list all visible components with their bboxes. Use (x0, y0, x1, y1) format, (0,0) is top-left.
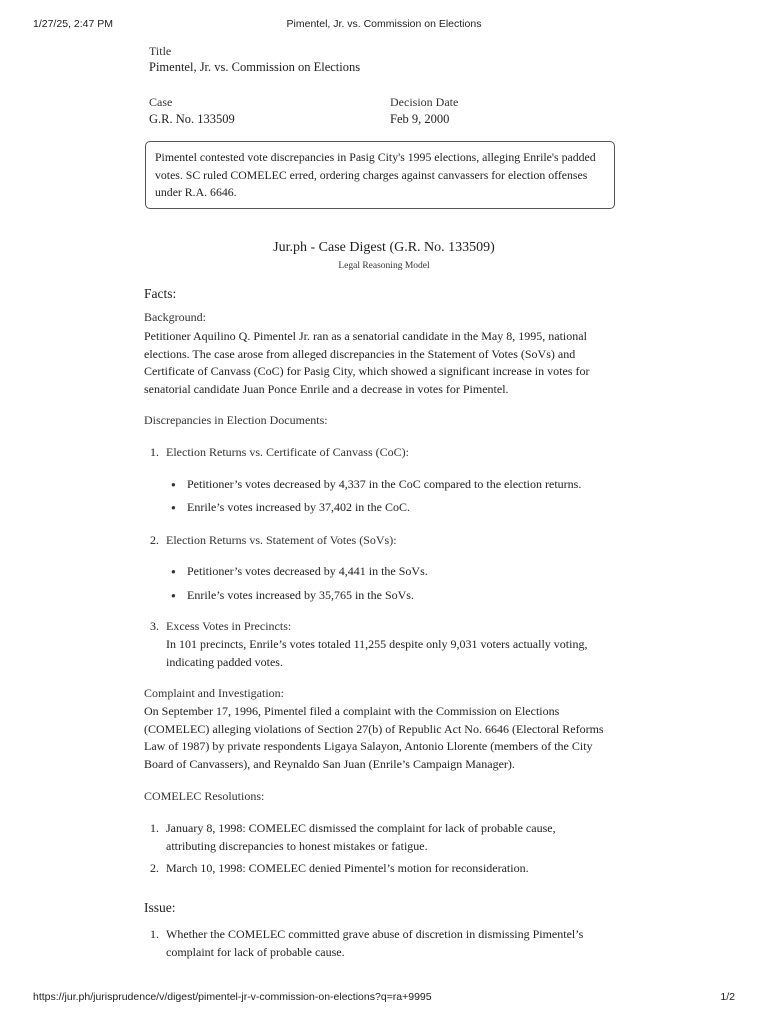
background-text: Petitioner Aquilino Q. Pimentel Jr. ran as a senatorial candidate in the May 8, 1995, national elections. The case arose from alleged discrepancies in the Statement of Votes (SoVs) and Certificate of Canvass (CoC) for Pasig City, which showed a significant increase in votes for senatorial candidate Juan Ponce Enrile and a decrease in votes for Pimentel. (144, 329, 590, 396)
bullet-icon: ● (171, 503, 176, 512)
bullet-icon: ● (171, 591, 176, 600)
complaint-text: On September 17, 1996, Pimentel filed a complaint with the Commission on Elections (COMELEC) alleging violations of Section 27(b) of Republic Act No. 6646 (Electoral Reforms Law of 1987) by private respondents Ligaya Salayon, Antonio Llorente (members of the City Board of Canvassers), and Reynaldo San Juan (Enrile’s Campaign Manager). (144, 704, 604, 771)
print-page-title: Pimentel, Jr. vs. Commission on Elections (286, 18, 482, 30)
facts-heading: Facts: (144, 286, 177, 301)
print-timestamp: 1/27/25, 2:47 PM (33, 18, 113, 30)
bullet-item (171, 587, 611, 605)
issue-heading: Issue: (144, 900, 176, 915)
bullet-text: Enrile’s votes increased by 35,765 in the SoVs. (187, 588, 414, 602)
list-item (150, 618, 610, 636)
list-item-title: Election Returns vs. Certificate of Canvass (CoC): (166, 445, 409, 459)
list-item (150, 860, 610, 878)
bullet-icon: ● (171, 567, 176, 576)
resolutions-label: COMELEC Resolutions: (144, 789, 265, 803)
bullet-text: Enrile’s votes increased by 37,402 in the CoC. (187, 500, 410, 514)
digest-title: Jur.ph - Case Digest (G.R. No. 133509) (273, 240, 495, 255)
list-item-title: Election Returns vs. Statement of Votes (SoVs): (166, 533, 397, 547)
discrepancies-label: Discrepancies in Election Documents: (144, 413, 328, 427)
decision-date-label: Decision Date (390, 95, 459, 109)
list-item (150, 444, 610, 462)
case-value: G.R. No. 133509 (149, 112, 235, 126)
case-summary-box: Pimentel contested vote discrepancies in Pasig City's 1995 elections, alleging Enrile's padded votes. SC ruled COMELEC erred, ordering charges against canvassers for election offenses under R.A. 6646. (145, 141, 615, 209)
title-label: Title (149, 44, 172, 58)
print-page-number: 1/2 (720, 991, 735, 1003)
complaint-label: Complaint and Investigation: (144, 686, 284, 700)
digest-subtitle: Legal Reasoning Model (338, 261, 430, 271)
list-number: 3. (150, 619, 159, 633)
title-value: Pimentel, Jr. vs. Commission on Elections (149, 60, 361, 74)
list-item (150, 532, 610, 550)
bullet-item (171, 476, 611, 494)
list-item-title: Excess Votes in Precincts: (166, 619, 292, 633)
list-number: 1. (150, 927, 159, 941)
list-item-text: January 8, 1998: COMELEC dismissed the complaint for lack of probable cause, attributing discrepancies to honest mistakes or fatigue. (166, 821, 556, 853)
list-number: 1. (150, 445, 159, 459)
list-number: 2. (150, 533, 159, 547)
list-item (150, 820, 610, 855)
list-number: 2. (150, 861, 159, 875)
case-label: Case (149, 95, 173, 109)
bullet-icon: ● (171, 480, 176, 489)
list-item (150, 926, 610, 961)
list-item-text: March 10, 1998: COMELEC denied Pimentel’s motion for reconsideration. (166, 861, 529, 875)
bullet-item (171, 563, 611, 581)
bullet-text: Petitioner’s votes decreased by 4,441 in the SoVs. (187, 564, 428, 578)
print-url[interactable]: https://jur.ph/jurisprudence/v/digest/pimentel-jr-v-commission-on-elections?q=ra+9995 (33, 991, 432, 1003)
bullet-item (171, 499, 611, 517)
bullet-text: Petitioner’s votes decreased by 4,337 in the CoC compared to the election returns. (187, 477, 582, 491)
background-label: Background: (144, 310, 206, 324)
decision-date-value: Feb 9, 2000 (390, 112, 450, 126)
list-item-text: In 101 precincts, Enrile’s votes totaled 11,255 despite only 9,031 voters actually voting, indicating padded votes. (166, 637, 588, 669)
list-item-text: Whether the COMELEC committed grave abuse of discretion in dismissing Pimentel’s complaint for lack of probable cause. (166, 927, 584, 959)
list-number: 1. (150, 821, 159, 835)
